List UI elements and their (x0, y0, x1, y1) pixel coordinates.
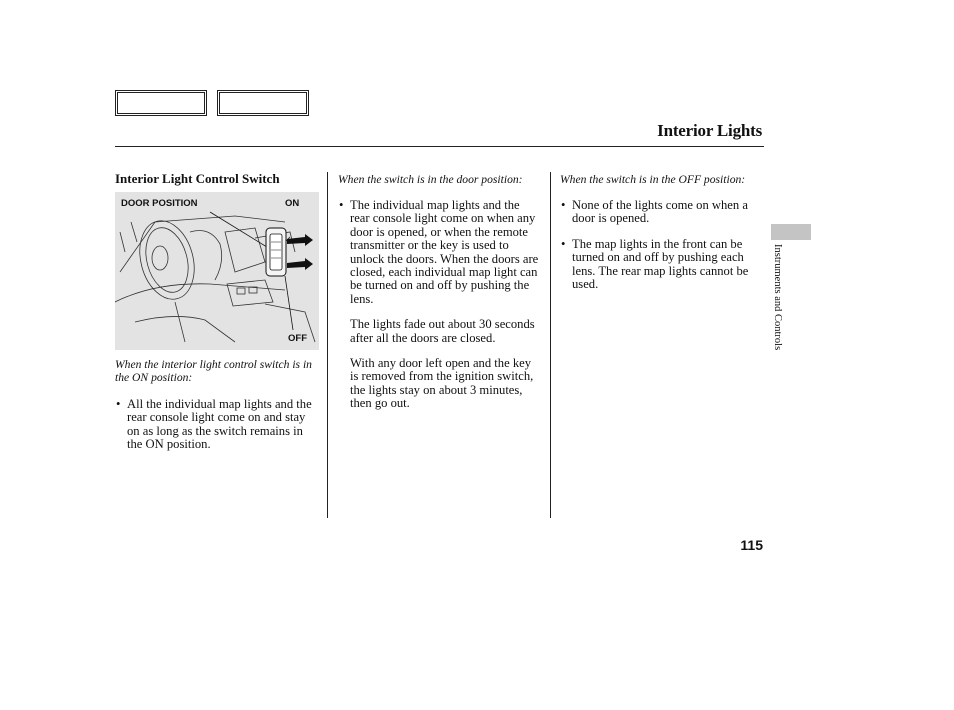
title-rule (115, 146, 764, 147)
off-position-list (560, 199, 765, 291)
list-item: • None of the lights come on when a door is opened. (561, 198, 748, 226)
figure-label-on: ON (285, 198, 300, 209)
previous-page-button[interactable] (115, 90, 207, 116)
list-item: • The individual map lights and the rear console light come on when any door is opened, or when the remote transmitter or the key is used to unlock the doors. When the doors are closed, each individual map light can be turned on and off by pushing the lens. (339, 198, 539, 306)
column-divider-2 (550, 172, 551, 518)
section-tab[interactable] (771, 224, 811, 240)
figure-label-door-position: DOOR POSITION (121, 198, 198, 209)
dashboard-drawing (115, 192, 319, 350)
next-page-button[interactable] (217, 90, 309, 116)
page-title: Interior Lights (657, 121, 762, 140)
door-open-paragraph: With any door left open and the key is removed from the ignition switch, the lights stay on about 3 minutes, then go out. (350, 356, 534, 411)
list-item: • All the individual map lights and the rear console light come on and stay on as long as the switch remains in the ON position. (116, 397, 312, 452)
on-position-list (115, 398, 320, 452)
fade-out-paragraph: The lights fade out about 30 seconds after all the doors are closed. (350, 317, 535, 345)
section-tab-label: Instruments and Controls (772, 244, 783, 351)
door-position-text (338, 199, 542, 411)
caption-door-position: When the switch is in the door position: (338, 173, 523, 186)
figure-label-off: OFF (288, 333, 307, 344)
caption-on-position: When the interior light control switch is in the ON position: (115, 358, 312, 384)
section-heading: Interior Light Control Switch (115, 171, 280, 186)
caption-off-position: When the switch is in the OFF position: (560, 173, 746, 186)
page-number: 115 (740, 537, 763, 553)
dashboard-illustration (115, 192, 319, 350)
list-item: • The map lights in the front can be turned on and off by pushing each lens. The rear map lights cannot be used. (561, 236, 749, 292)
column-divider-1 (327, 172, 328, 518)
